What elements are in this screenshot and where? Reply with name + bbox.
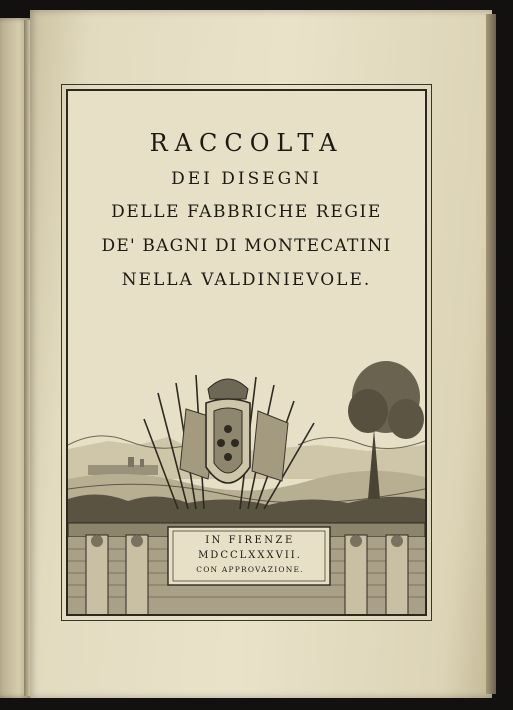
- page-edge: [486, 14, 496, 694]
- imprint-place: IN FIRENZE: [205, 535, 295, 546]
- imprint-note: CON APPROVAZIONE.: [196, 565, 304, 574]
- subtitle-line: NELLA VALDINIEVOLE.: [121, 270, 372, 290]
- subtitle-line: DEI DISEGNI: [171, 169, 322, 189]
- title-block: [68, 131, 425, 289]
- imprint-cartouche: [172, 529, 328, 583]
- engraved-plate: [61, 84, 432, 621]
- subtitle-line: DELLE FABBRICHE REGIE: [111, 202, 382, 222]
- plate-border: [66, 89, 427, 616]
- subtitle-line: DE' BAGNI DI MONTECATINI: [101, 236, 392, 256]
- book-title: RACCOLTA: [149, 129, 344, 157]
- imprint-year: MDCCLXXXVII.: [198, 550, 302, 561]
